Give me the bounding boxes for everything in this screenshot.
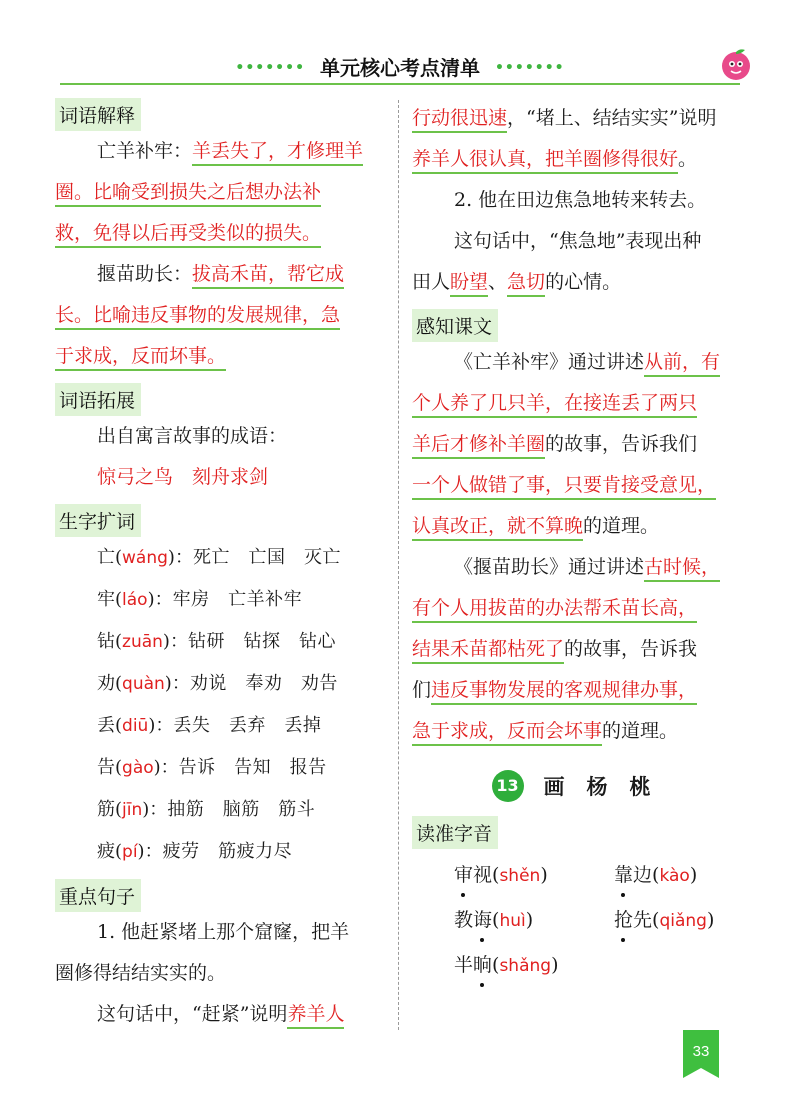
summary-line	[412, 506, 752, 547]
right-column	[412, 98, 752, 984]
pronunciation-item: 靠边(kào)	[614, 857, 774, 894]
answer-text: 古时候，	[644, 556, 720, 582]
summary-line	[412, 670, 752, 711]
pinyin: qiǎng	[659, 911, 707, 931]
summary-line	[412, 465, 752, 506]
key-sentence-1: 1. 他赶紧堵上那个窟窿，把羊	[97, 921, 350, 943]
words: 钻研 钻探 钻心	[187, 631, 336, 652]
key-sentence-2: 2. 他在田边焦急地转来转去。	[454, 189, 707, 211]
page-header	[0, 40, 800, 90]
term: 亡羊补牢：	[97, 140, 193, 162]
answer-text: 个人养了几只羊，在接连丢了两只	[412, 392, 697, 418]
word: 靠边	[614, 864, 653, 886]
char-row: 丢(diū)：丢失 丢弃 丢掉	[97, 715, 322, 736]
column-divider	[398, 100, 399, 1030]
page-number: 33	[692, 1043, 710, 1060]
answer-text: 羊后才修补羊圈	[412, 433, 545, 459]
pinyin: jīn	[122, 800, 143, 820]
word: 教诲	[454, 909, 493, 931]
answer-text: 急于求成，反而会坏事	[412, 720, 602, 746]
answer-text: 养羊人很认真，把羊圈修得很好	[412, 148, 678, 174]
lesson-title: 画杨桃	[543, 775, 673, 799]
definition-text: 长。比喻违反事物的发展规律，急	[55, 304, 340, 330]
char: 疲	[97, 841, 115, 862]
char-row: 告(gào)：告诉 告知 报告	[97, 757, 327, 778]
header-rule	[60, 83, 740, 85]
answer-mid: ，“堵上、结结实实”说明	[507, 107, 717, 129]
idiom-intro: 出自寓言故事的成语：	[97, 425, 288, 447]
definition-line	[55, 172, 390, 213]
summary-1	[412, 342, 752, 383]
pinyin: kào	[659, 866, 690, 886]
words: 抽筋 脑筋 筋斗	[167, 799, 316, 820]
lesson-heading	[412, 770, 752, 802]
header-title: 单元核心考点清单	[320, 56, 480, 80]
pronunciation-list	[412, 857, 752, 984]
words: 疲劳 筋疲力尽	[162, 841, 293, 862]
left-column	[55, 98, 390, 1035]
section-title-word-explanation: 词语解释	[55, 98, 141, 131]
words: 丢失 丢弃 丢掉	[173, 715, 322, 736]
char-row: 钻(zuān)：钻研 钻探 钻心	[97, 631, 336, 652]
definition-text: 于求成，反而坏事。	[55, 345, 226, 371]
answer-text: 违反事物发展的客观规律办事，	[431, 679, 697, 705]
section-title-key-sentences: 重点句子	[55, 879, 141, 912]
pinyin: pí	[122, 842, 138, 862]
text: 《亡羊补牢》通过讲述	[454, 351, 645, 373]
definition-wangyangbulao	[55, 131, 390, 172]
key-sentence-2-answer-cont	[412, 262, 752, 303]
definition-line	[55, 336, 390, 377]
section-title-new-characters: 生字扩词	[55, 504, 141, 537]
answer-text: 一个人做错了事，只要肯接受意见，	[412, 474, 716, 500]
definition-yamiaozhuzhang	[55, 254, 390, 295]
char: 筋	[97, 799, 115, 820]
char-row: 牢(láo)：牢房 亡羊补牢	[97, 589, 303, 610]
emphasis-dot	[621, 893, 625, 897]
char-row: 筋(jīn)：抽筋 脑筋 筋斗	[97, 799, 316, 820]
section-title-pronunciation: 读准字音	[412, 816, 498, 849]
definition-line	[55, 213, 390, 254]
definition-text: 拔高禾苗，帮它成	[192, 263, 344, 289]
pinyin: shǎng	[499, 956, 552, 976]
text: 《揠苗助长》通过讲述	[454, 556, 645, 578]
section-title-text-perception: 感知课文	[412, 309, 498, 342]
words: 劝说 奉劝 劝告	[189, 673, 338, 694]
answer-text: 认真改正，就不算晚	[412, 515, 583, 541]
emphasis-dot	[480, 983, 484, 987]
char: 牢	[97, 589, 115, 610]
punct: 、	[488, 271, 508, 293]
text: 的故事，告诉我们	[545, 433, 698, 455]
summary-line	[412, 588, 752, 629]
word: 抢先	[614, 909, 653, 931]
pinyin: quàn	[122, 674, 165, 694]
character-list	[55, 537, 390, 873]
words: 死亡 亡国 灭亡	[192, 547, 341, 568]
emphasis-dot	[621, 938, 625, 942]
char: 钻	[97, 631, 115, 652]
pronunciation-item: 审视(shěn)	[454, 857, 614, 894]
pinyin: zuān	[122, 632, 163, 652]
header-dots-left: •••••••	[235, 60, 306, 76]
char-row: 亡(wáng)：死亡 亡国 灭亡	[97, 547, 341, 568]
answer-lead: 这句话中，“赶紧”说明	[97, 1003, 288, 1025]
pinyin: wáng	[122, 548, 168, 568]
header-dots-right: •••••••	[494, 60, 565, 76]
words: 牢房 亡羊补牢	[172, 589, 303, 610]
char: 丢	[97, 715, 115, 736]
char-row: 劝(quàn)：劝说 奉劝 劝告	[97, 673, 338, 694]
text: 的心情。	[545, 271, 622, 293]
text: 田人	[412, 271, 451, 293]
words: 告诉 告知 报告	[178, 757, 327, 778]
definition-text: 羊丢失了，才修理羊	[192, 140, 363, 166]
answer-text: 盼望	[450, 271, 488, 297]
summary-line	[412, 383, 752, 424]
peach-mascot-icon	[718, 46, 754, 82]
text: 们	[412, 679, 432, 701]
answer-continued	[412, 98, 752, 139]
page-number-tab	[683, 1030, 719, 1078]
pinyin: shěn	[499, 866, 541, 886]
key-sentence-2-answer: 这句话中，“焦急地”表现出种	[454, 230, 702, 252]
text: 的道理。	[583, 515, 660, 537]
pronunciation-item: 半晌(shǎng)	[454, 947, 614, 984]
definition-line	[55, 295, 390, 336]
text: 的道理。	[602, 720, 679, 742]
lesson-number-badge: 13	[492, 770, 524, 802]
answer-text: 养羊人	[287, 1003, 344, 1029]
answer-text: 有个人用拔苗的办法帮禾苗长高，	[412, 597, 697, 623]
answer-text: 从前，有	[644, 351, 720, 377]
answer-text: 急切	[507, 271, 545, 297]
answer-continued-2	[412, 139, 752, 180]
summary-line	[412, 711, 752, 752]
pinyin: huì	[499, 911, 526, 931]
pronunciation-item: 教诲(huì)	[454, 902, 614, 939]
definition-text: 救，免得以后再受类似的损失。	[55, 222, 321, 248]
section-title-word-expansion: 词语拓展	[55, 383, 141, 416]
summary-2	[412, 547, 752, 588]
pinyin: láo	[122, 590, 148, 610]
term: 揠苗助长：	[97, 263, 193, 285]
pinyin: diū	[122, 716, 149, 736]
char-row: 疲(pí)：疲劳 筋疲力尽	[97, 841, 293, 862]
pronunciation-item: 抢先(qiǎng)	[614, 902, 774, 939]
idiom-list: 惊弓之鸟 刻舟求剑	[97, 466, 269, 488]
summary-line	[412, 629, 752, 670]
pinyin: gào	[122, 758, 154, 778]
punct: 。	[678, 148, 698, 170]
key-sentence-1-cont: 圈修得结结实实的。	[55, 962, 227, 984]
word: 审视	[454, 864, 493, 886]
answer-text: 行动很迅速	[412, 107, 507, 133]
definition-text: 圈。比喻受到损失之后想办法补	[55, 181, 321, 207]
answer-text: 结果禾苗都枯死了	[412, 638, 564, 664]
word: 半晌	[454, 954, 493, 976]
char: 劝	[97, 673, 115, 694]
emphasis-dot	[480, 938, 484, 942]
emphasis-dot	[461, 893, 465, 897]
key-sentence-1-answer	[55, 994, 390, 1035]
text: 的故事，告诉我	[564, 638, 698, 660]
char: 告	[97, 757, 115, 778]
header-title-row	[0, 52, 800, 81]
summary-line	[412, 424, 752, 465]
char: 亡	[97, 547, 115, 568]
